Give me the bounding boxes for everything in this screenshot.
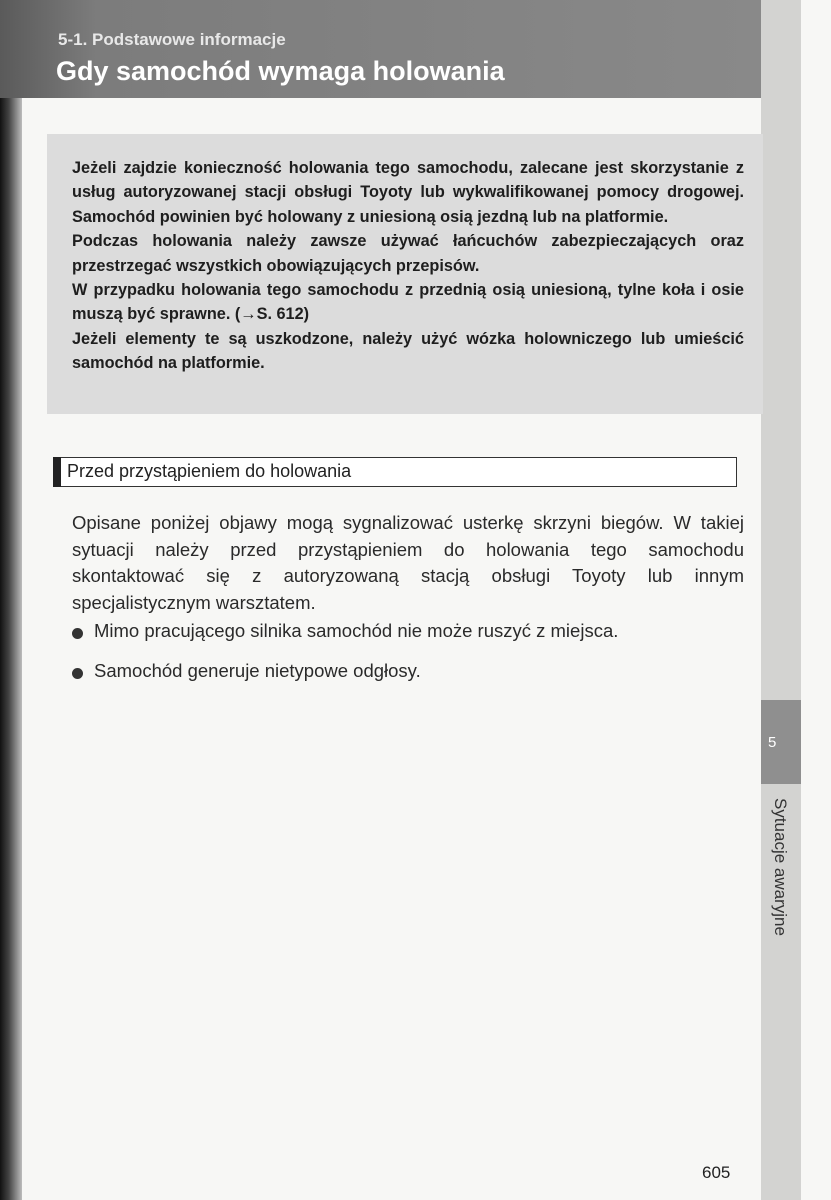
chapter-number: 5 — [768, 734, 777, 751]
notice-paragraph: Jeżeli elementy te są uszkodzone, należy użyć wózka holowniczego lub umieścić samochód na platformie. — [72, 329, 744, 373]
chapter-sidebar — [761, 0, 801, 1200]
bullet-icon — [72, 668, 83, 679]
subheading-marker — [53, 457, 61, 487]
page-header — [0, 0, 801, 98]
notice-paragraph: Jeżeli zajdzie konieczność holowania tego samochodu, zalecane jest skorzystanie z usług autoryzowanej stacji obsługi Toyoty lub wykwalifikowanej pomocy drogowej. Samochód powinien być holowany z uniesioną osią jezdną lub na platformie. — [72, 159, 744, 226]
notice-text — [72, 156, 744, 376]
notice-paragraph: Podczas holowania należy zawsze używać łańcuchów zabezpieczających oraz przestrzegać wszystkich obowiązujących przepisów. — [72, 232, 744, 275]
list-item — [72, 660, 752, 700]
section-label: 5-1. Podstawowe informacje — [58, 30, 286, 49]
subheading: Przed przystąpieniem do holowania — [67, 461, 352, 481]
bullet-list — [72, 620, 752, 700]
notice-paragraph: W przypadku holowania tego samochodu z przednią osią uniesioną, tylne koła i osie muszą być sprawne. (→S. 612) — [72, 281, 744, 324]
body-paragraph: Opisane poniżej objawy mogą sygnalizować usterkę skrzyni biegów. W takiej sytuacji należy przed przystąpieniem do holowania tego samochodu skontaktować się z autoryzowaną stacją obsługi Toyoty lub innym specjalistycznym warsztatem. — [72, 512, 744, 613]
list-item — [72, 620, 752, 660]
chapter-label: Sytuacje awaryjne — [771, 798, 790, 936]
page-title: Gdy samochód wymaga holowania — [56, 56, 505, 86]
bullet-icon — [72, 628, 83, 639]
chapter-tab — [761, 700, 801, 784]
list-item-text: Samochód generuje nietypowe odgłosy. — [94, 660, 421, 681]
list-item-text: Mimo pracującego silnika samochód nie może ruszyć z miejsca. — [94, 620, 619, 641]
page-spine-shadow — [0, 0, 22, 1200]
page-number: 605 — [702, 1163, 731, 1182]
